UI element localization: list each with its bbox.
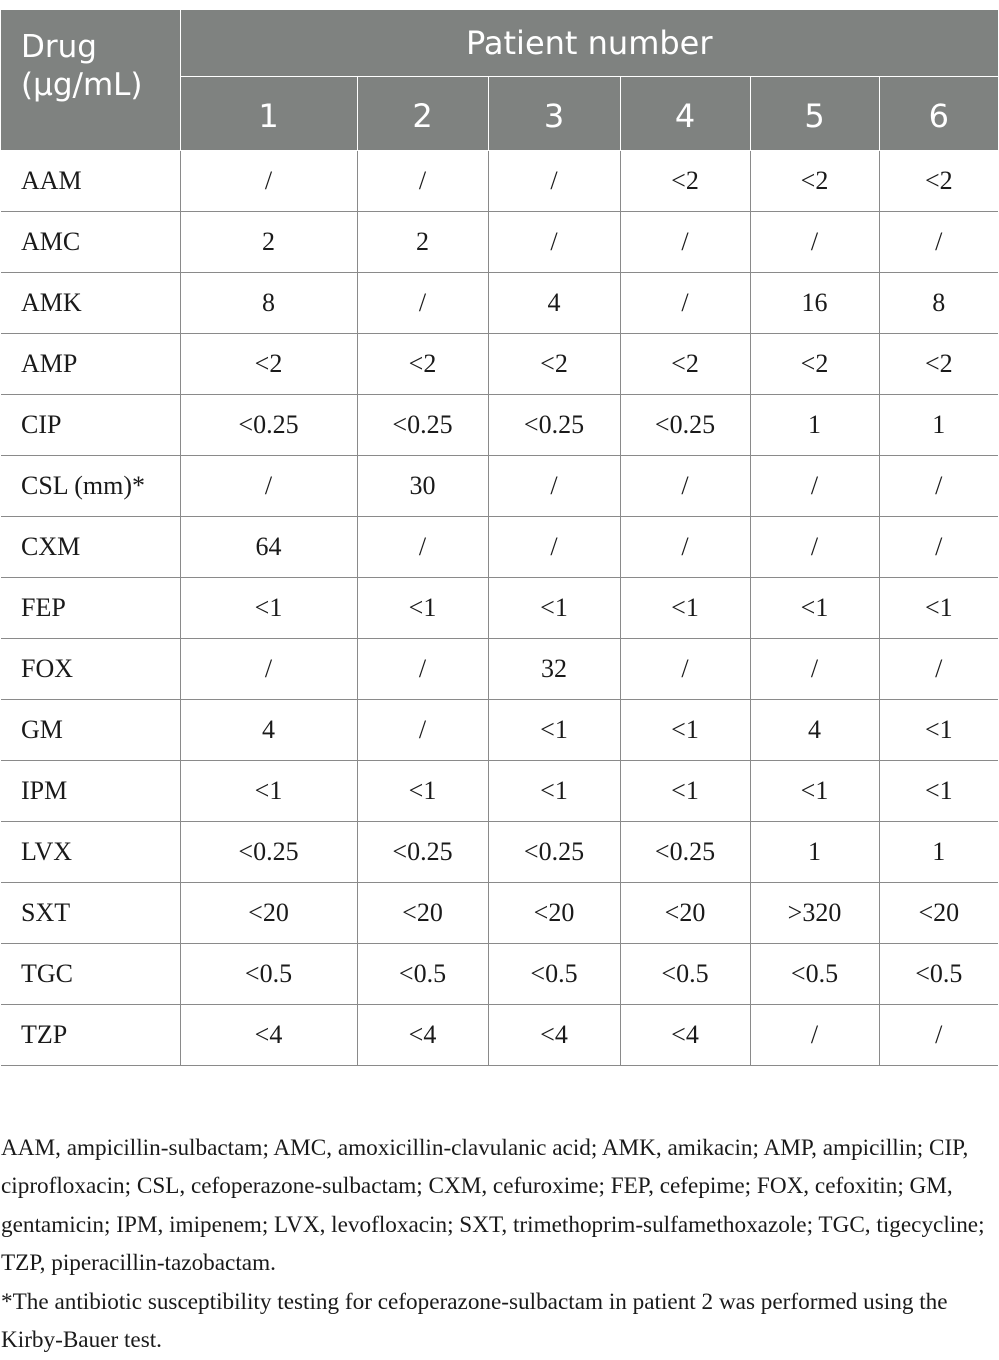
value-cell: <2 xyxy=(879,151,998,212)
value-cell: / xyxy=(357,273,488,334)
value-cell: <0.25 xyxy=(180,395,357,456)
value-cell: <20 xyxy=(180,883,357,944)
patient-number-3: 3 xyxy=(488,77,620,151)
value-cell: / xyxy=(620,517,750,578)
table-row xyxy=(1,395,998,456)
value-cell: <1 xyxy=(488,578,620,639)
value-cell: <20 xyxy=(357,883,488,944)
table-row xyxy=(1,151,998,212)
value-cell: <1 xyxy=(180,578,357,639)
value-cell: <1 xyxy=(488,761,620,822)
table-row xyxy=(1,761,998,822)
value-cell: <4 xyxy=(620,1005,750,1066)
drug-name-cell: AMP xyxy=(1,334,180,395)
value-cell: / xyxy=(180,456,357,517)
table-row xyxy=(1,700,998,761)
table-row xyxy=(1,334,998,395)
value-cell: / xyxy=(879,456,998,517)
patient-number-5: 5 xyxy=(750,77,879,151)
value-cell: / xyxy=(620,273,750,334)
value-cell: 8 xyxy=(180,273,357,334)
value-cell: / xyxy=(357,517,488,578)
value-cell: / xyxy=(620,639,750,700)
value-cell: / xyxy=(879,517,998,578)
patient-number-2: 2 xyxy=(357,77,488,151)
value-cell: / xyxy=(488,212,620,273)
value-cell: / xyxy=(180,151,357,212)
value-cell: / xyxy=(750,639,879,700)
value-cell: / xyxy=(180,639,357,700)
value-cell: <1 xyxy=(357,578,488,639)
value-cell: <0.5 xyxy=(879,944,998,1005)
value-cell: 2 xyxy=(180,212,357,273)
value-cell: <0.5 xyxy=(620,944,750,1005)
drug-column-header xyxy=(1,10,180,151)
value-cell: <20 xyxy=(620,883,750,944)
abbreviations-note: AAM, ampicillin-sulbactam; AMC, amoxicillin-clavulanic acid; AMK, amikacin; AMP, ampicillin; CIP, ciprofloxacin; CSL, cefoperazone-sulbactam; CXM, cefuroxime; FEP, cefepime; FOX, cefoxitin; GM, gentamicin; IPM, imipenem; LVX, levofloxacin; SXT, trimethoprim-sulfamethoxazole; TGC, tigecycline; TZP, piperacillin-tazobactam. xyxy=(1,1135,985,1277)
value-cell: <4 xyxy=(180,1005,357,1066)
value-cell: 1 xyxy=(750,822,879,883)
value-cell: <2 xyxy=(620,334,750,395)
value-cell: <0.25 xyxy=(488,822,620,883)
drug-name-cell: CXM xyxy=(1,517,180,578)
value-cell: / xyxy=(488,151,620,212)
value-cell: / xyxy=(750,212,879,273)
value-cell: <1 xyxy=(357,761,488,822)
table-row xyxy=(1,456,998,517)
value-cell: <1 xyxy=(620,761,750,822)
drug-name-cell: FEP xyxy=(1,578,180,639)
drug-name-cell: GM xyxy=(1,700,180,761)
value-cell: / xyxy=(357,151,488,212)
value-cell: 16 xyxy=(750,273,879,334)
patient-number-1: 1 xyxy=(180,77,357,151)
value-cell: 1 xyxy=(750,395,879,456)
susceptibility-table xyxy=(1,9,998,1066)
value-cell: <2 xyxy=(879,334,998,395)
patient-number-header: Patient number xyxy=(180,10,998,77)
value-cell: <20 xyxy=(879,883,998,944)
value-cell: / xyxy=(879,1005,998,1066)
value-cell: <2 xyxy=(620,151,750,212)
value-cell: <0.5 xyxy=(180,944,357,1005)
value-cell: <2 xyxy=(750,334,879,395)
drug-header-line-2: (µg/mL) xyxy=(21,67,143,103)
drug-name-cell: AMC xyxy=(1,212,180,273)
table-row xyxy=(1,517,998,578)
table-row xyxy=(1,944,998,1005)
value-cell: <1 xyxy=(879,578,998,639)
value-cell: / xyxy=(879,212,998,273)
value-cell: <0.5 xyxy=(488,944,620,1005)
value-cell: / xyxy=(750,456,879,517)
value-cell: 1 xyxy=(879,822,998,883)
value-cell: <1 xyxy=(750,578,879,639)
value-cell: <0.25 xyxy=(488,395,620,456)
drug-name-cell: AMK xyxy=(1,273,180,334)
value-cell: 30 xyxy=(357,456,488,517)
drug-name-cell: AAM xyxy=(1,151,180,212)
value-cell: <0.25 xyxy=(180,822,357,883)
value-cell: <20 xyxy=(488,883,620,944)
value-cell: <2 xyxy=(357,334,488,395)
value-cell: <0.25 xyxy=(620,822,750,883)
table-row xyxy=(1,883,998,944)
value-cell: <0.5 xyxy=(750,944,879,1005)
drug-name-cell: CSL (mm)* xyxy=(1,456,180,517)
value-cell: <4 xyxy=(488,1005,620,1066)
value-cell: <0.5 xyxy=(357,944,488,1005)
value-cell: <1 xyxy=(620,700,750,761)
table-row xyxy=(1,273,998,334)
drug-name-cell: CIP xyxy=(1,395,180,456)
table-row xyxy=(1,822,998,883)
value-cell: <1 xyxy=(879,700,998,761)
patient-number-6: 6 xyxy=(879,77,998,151)
value-cell: / xyxy=(488,517,620,578)
value-cell: <0.25 xyxy=(620,395,750,456)
value-cell: <2 xyxy=(488,334,620,395)
value-cell: / xyxy=(357,700,488,761)
value-cell: / xyxy=(750,517,879,578)
value-cell: 2 xyxy=(357,212,488,273)
drug-name-cell: FOX xyxy=(1,639,180,700)
asterisk-note: *The antibiotic susceptibility testing for cefoperazone-sulbactam in patient 2 was performed using the Kirby-Bauer test. xyxy=(1,1288,948,1354)
table-row xyxy=(1,639,998,700)
value-cell: 4 xyxy=(488,273,620,334)
drug-name-cell: TGC xyxy=(1,944,180,1005)
value-cell: <1 xyxy=(620,578,750,639)
value-cell: / xyxy=(357,639,488,700)
value-cell: <1 xyxy=(750,761,879,822)
value-cell: 4 xyxy=(750,700,879,761)
table-row xyxy=(1,1005,998,1066)
value-cell: / xyxy=(488,456,620,517)
table-row xyxy=(1,578,998,639)
value-cell: / xyxy=(750,1005,879,1066)
drug-name-cell: LVX xyxy=(1,822,180,883)
value-cell: 8 xyxy=(879,273,998,334)
table-row xyxy=(1,212,998,273)
value-cell: <0.25 xyxy=(357,395,488,456)
value-cell: <2 xyxy=(750,151,879,212)
drug-header-line-1: Drug xyxy=(21,29,97,65)
value-cell: / xyxy=(879,639,998,700)
value-cell: >320 xyxy=(750,883,879,944)
value-cell: 32 xyxy=(488,639,620,700)
drug-name-cell: SXT xyxy=(1,883,180,944)
drug-name-cell: IPM xyxy=(1,761,180,822)
value-cell: 4 xyxy=(180,700,357,761)
value-cell: <4 xyxy=(357,1005,488,1066)
value-cell: <1 xyxy=(879,761,998,822)
value-cell: 1 xyxy=(879,395,998,456)
drug-name-cell: TZP xyxy=(1,1005,180,1066)
footnotes xyxy=(1,1129,997,1359)
value-cell: 64 xyxy=(180,517,357,578)
value-cell: <1 xyxy=(488,700,620,761)
value-cell: / xyxy=(620,456,750,517)
patient-number-4: 4 xyxy=(620,77,750,151)
value-cell: <1 xyxy=(180,761,357,822)
value-cell: <0.25 xyxy=(357,822,488,883)
value-cell: / xyxy=(620,212,750,273)
value-cell: <2 xyxy=(180,334,357,395)
